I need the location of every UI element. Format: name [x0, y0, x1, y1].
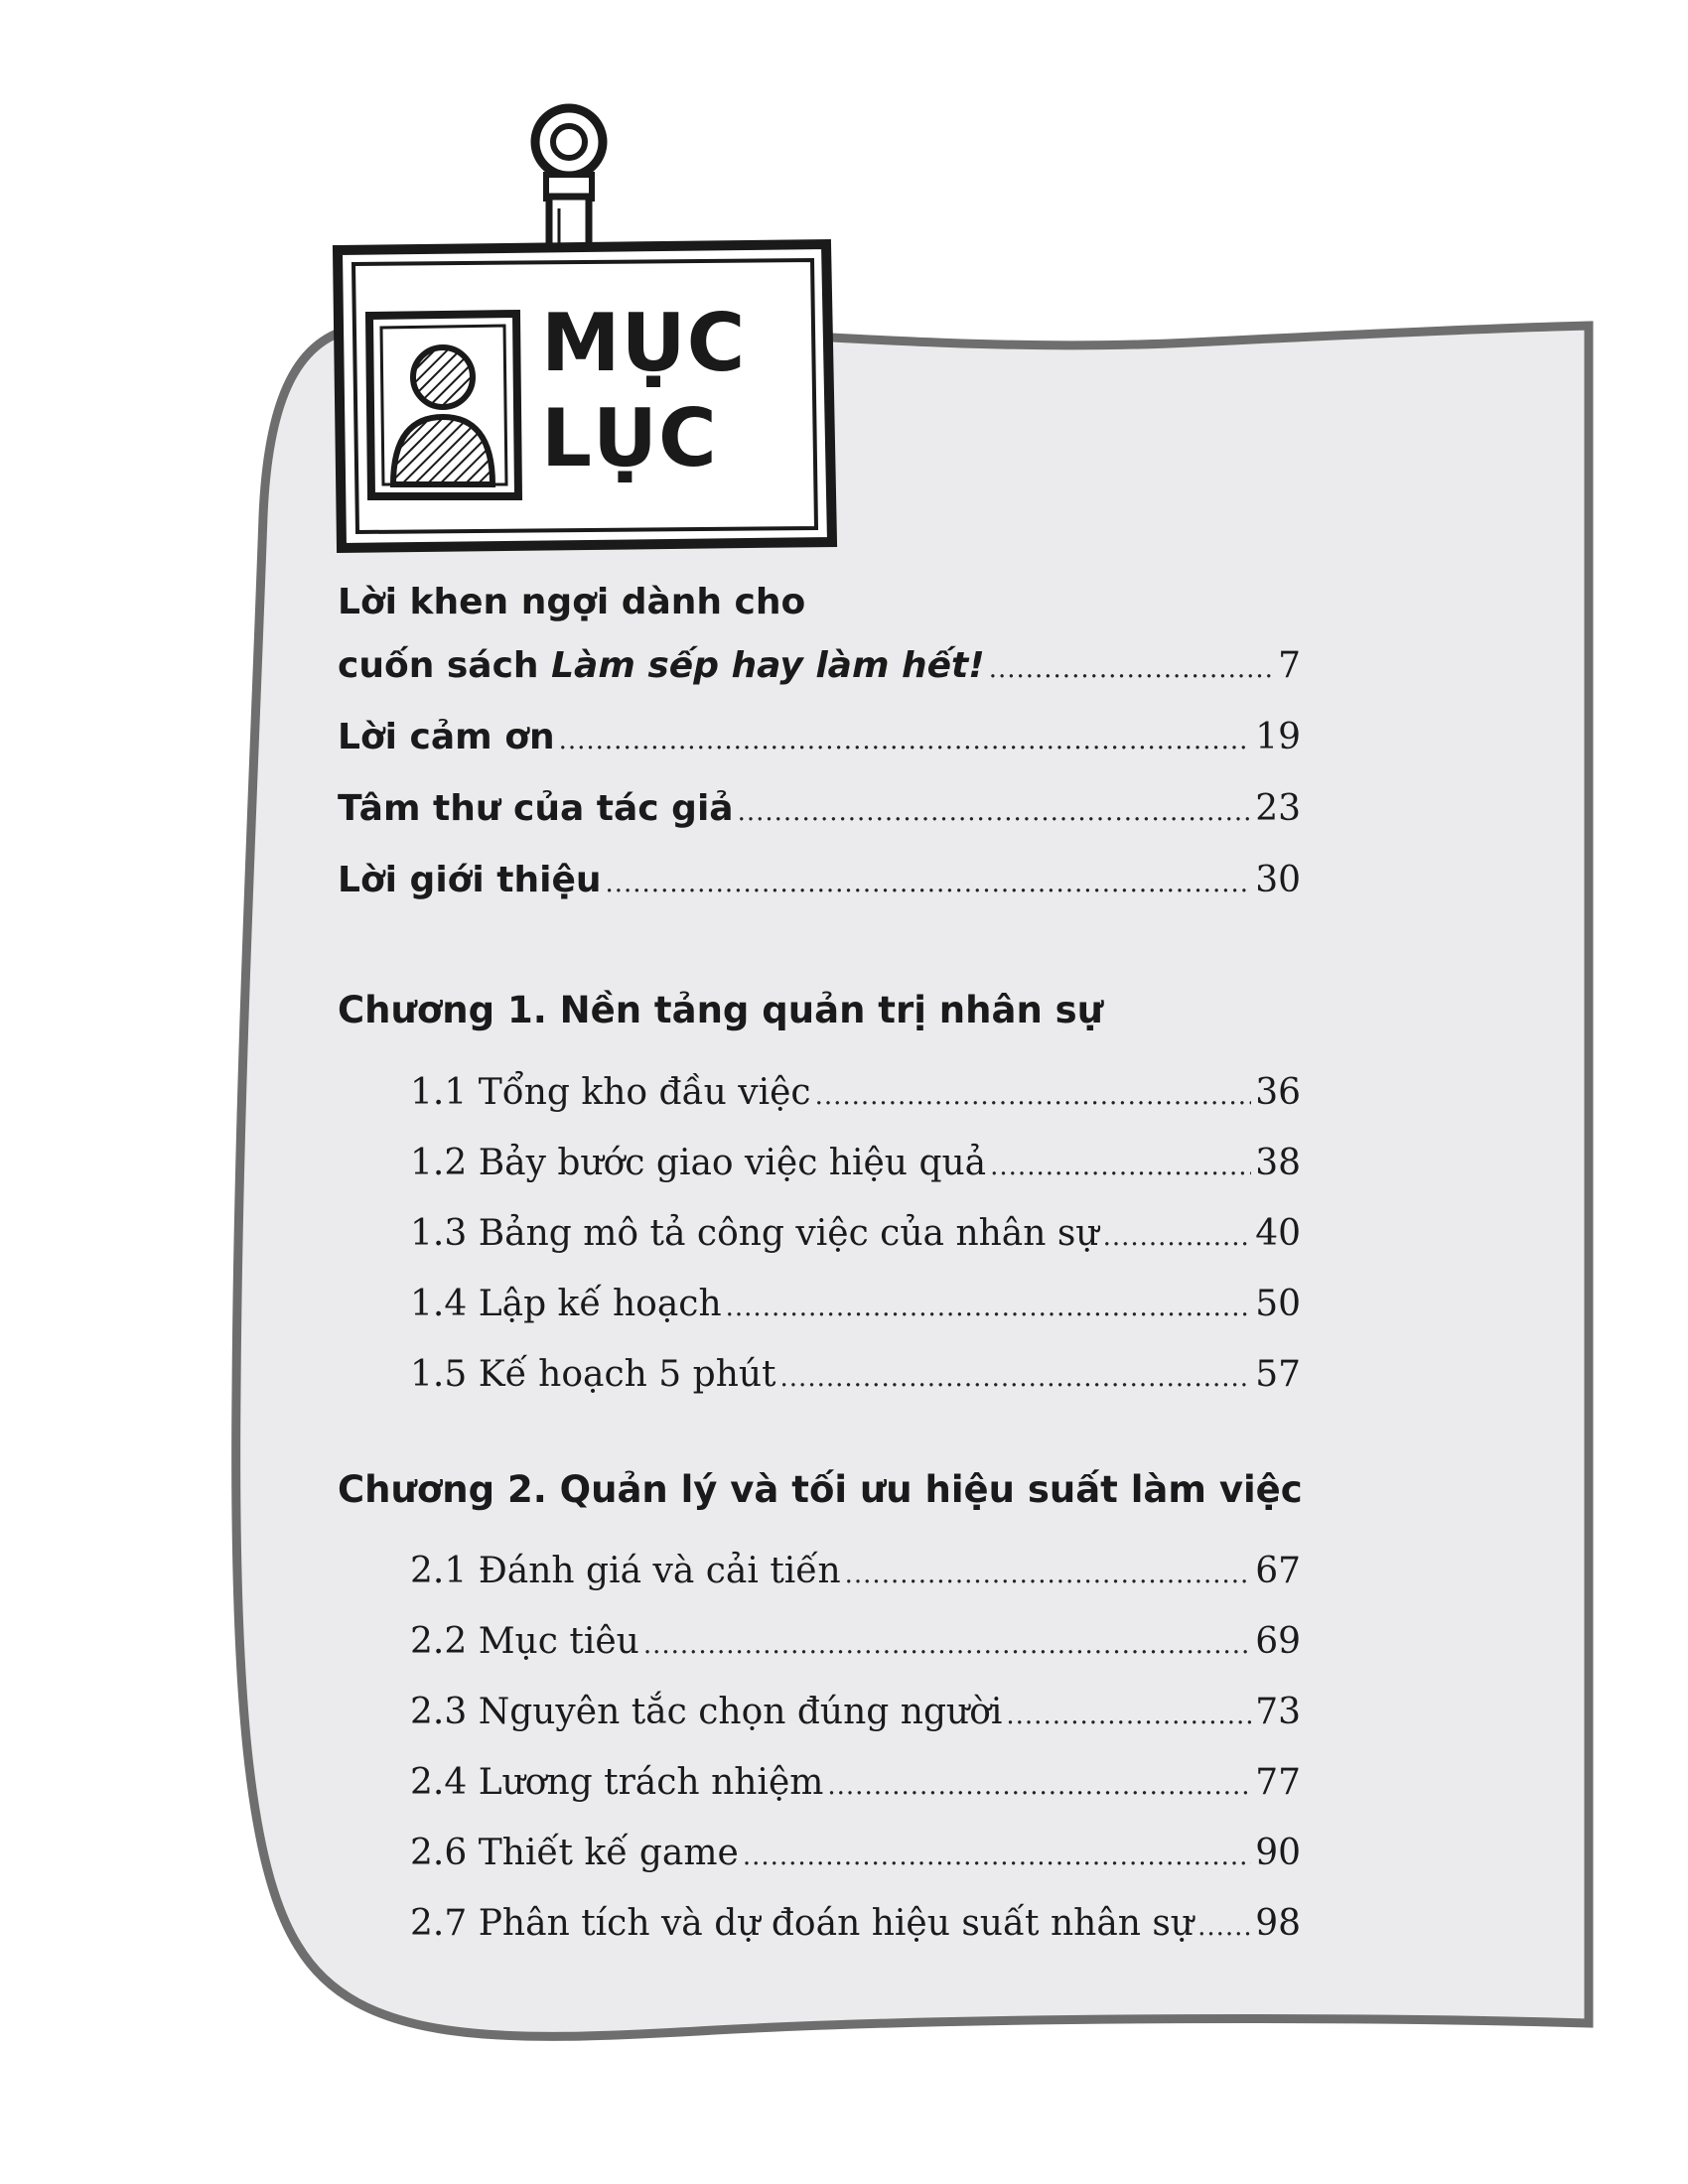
toc-entry-label: 1.1 Tổng kho đầu việc: [410, 1072, 811, 1113]
toc-entry-label: cuốn sách Làm sếp hay làm hết!: [338, 645, 985, 686]
dot-leader: [1103, 1222, 1252, 1252]
title-line-1: MỤC: [541, 297, 747, 389]
dot-leader: [989, 654, 1274, 684]
toc-entry-page: 36: [1255, 1072, 1301, 1113]
dot-leader: [827, 1771, 1251, 1801]
dot-leader: [726, 1293, 1252, 1322]
toc-entry-page: 40: [1255, 1213, 1301, 1254]
toc-entry-page: 23: [1255, 788, 1301, 829]
toc-entry-label: 2.2 Mục tiêu: [410, 1621, 639, 1662]
title-line-2: LỤC: [541, 392, 718, 484]
toc-entry-page: 57: [1255, 1354, 1301, 1395]
dot-leader: [815, 1081, 1252, 1111]
toc-entry[interactable]: [410, 1143, 1301, 1190]
toc-entry[interactable]: [338, 717, 1301, 764]
toc-entry[interactable]: [410, 1213, 1301, 1261]
toc-entry-page: 69: [1255, 1621, 1301, 1662]
toc-entry[interactable]: [338, 860, 1301, 907]
toc-entry[interactable]: [338, 645, 1301, 693]
dot-leader: [780, 1363, 1252, 1393]
toc-entry-label: 1.4 Lập kế hoạch: [410, 1284, 722, 1324]
toc-entry-page: 90: [1255, 1833, 1301, 1873]
toc-entry-label: Lời giới thiệu: [338, 860, 602, 900]
dot-leader: [1006, 1701, 1251, 1730]
toc-entry-label: 2.3 Nguyên tắc chọn đúng người: [410, 1692, 1003, 1732]
toc-entry-label: Lời cảm ơn: [338, 717, 555, 757]
toc-entry-page: 7: [1278, 645, 1301, 686]
toc-entry-page: 98: [1255, 1903, 1301, 1944]
toc-entry-label: 2.6 Thiết kế game: [410, 1833, 739, 1873]
dot-leader: [643, 1630, 1251, 1660]
toc-entry[interactable]: [410, 1692, 1301, 1739]
toc-entry-label: Tâm thư của tác giả: [338, 788, 734, 829]
dot-leader: [605, 869, 1251, 898]
dot-leader: [990, 1152, 1251, 1181]
toc-entry[interactable]: [410, 1762, 1301, 1810]
toc-entry[interactable]: [410, 1354, 1301, 1402]
chapter-heading[interactable]: Chương 2. Quản lý và tối ưu hiệu suất làm việc: [338, 1468, 1303, 1511]
dot-leader: [738, 797, 1252, 827]
dot-leader: [559, 726, 1252, 755]
chapter-heading[interactable]: Chương 1. Nền tảng quản trị nhân sự: [338, 989, 1104, 1031]
toc-entry[interactable]: [410, 1284, 1301, 1331]
toc-entry-page: 77: [1255, 1762, 1301, 1803]
toc-entry[interactable]: [410, 1903, 1301, 1951]
toc-entry-page: 50: [1255, 1284, 1301, 1324]
toc-entry-page: 30: [1255, 860, 1301, 900]
toc-entry[interactable]: [410, 1621, 1301, 1669]
toc-entry[interactable]: [410, 1551, 1301, 1598]
toc-entry-label: 2.4 Lương trách nhiệm: [410, 1762, 824, 1803]
toc-entry-page: 73: [1255, 1692, 1301, 1732]
toc-entry[interactable]: [410, 1833, 1301, 1880]
toc-entry[interactable]: [338, 788, 1301, 836]
toc-entry-label: 1.3 Bảng mô tả công việc của nhân sự: [410, 1213, 1099, 1254]
dot-leader: [845, 1560, 1252, 1589]
toc-entry-label: 1.2 Bảy bước giao việc hiệu quả: [410, 1143, 987, 1183]
toc-entry-label: 2.7 Phân tích và dự đoán hiệu suất nhân sự: [410, 1903, 1195, 1944]
toc-entry-label: 1.5 Kế hoạch 5 phút: [410, 1354, 776, 1395]
toc-entry-page: 19: [1255, 717, 1301, 757]
toc-entry-page: 38: [1255, 1143, 1301, 1183]
toc-entry-page: 67: [1255, 1551, 1301, 1591]
toc-entry[interactable]: [410, 1072, 1301, 1120]
dot-leader: [1197, 1912, 1251, 1942]
toc-entry-title-line: Lời khen ngợi dành cho: [338, 582, 806, 622]
toc-entry-label: 2.1 Đánh giá và cải tiến: [410, 1551, 841, 1591]
dot-leader: [743, 1842, 1251, 1871]
